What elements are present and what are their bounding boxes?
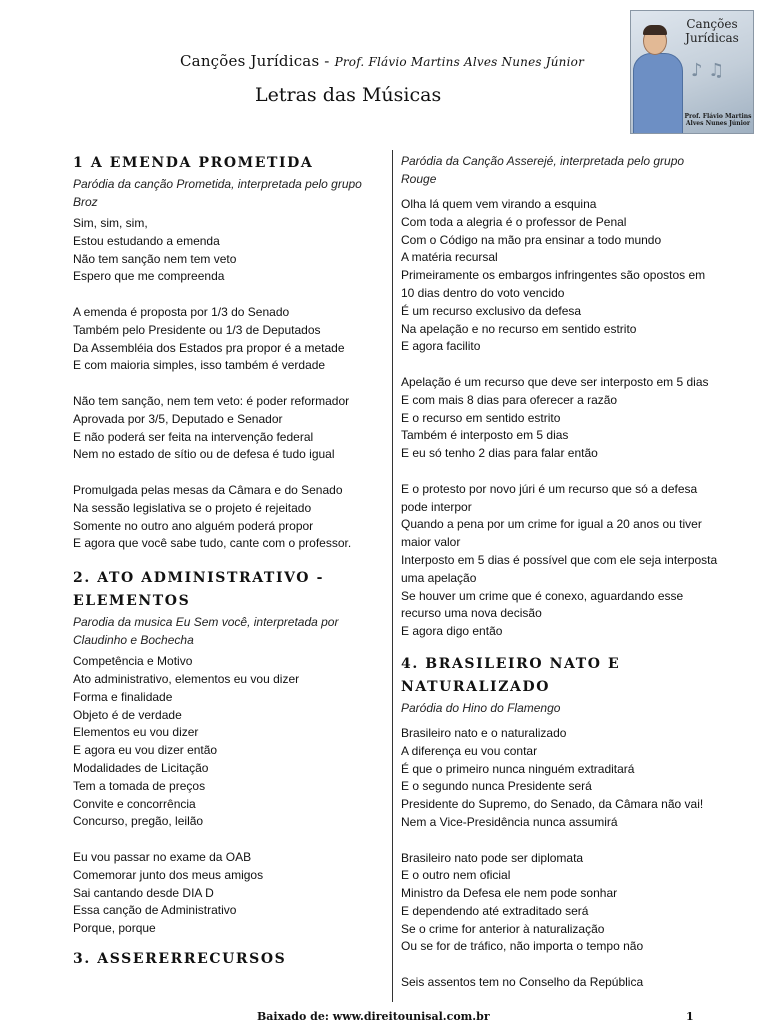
lyric-line: Ou se for de tráfico, não importa o tempo não — [401, 939, 644, 954]
lyric-line: Espero que me compreenda — [73, 269, 225, 284]
lyric-line: 10 dias dentro do voto vencido — [401, 285, 565, 300]
lyric-line: Brasileiro nato pode ser diplomata — [401, 850, 584, 865]
song-heading: 1 A EMENDA PROMETIDA — [73, 155, 314, 171]
song-lyrics — [73, 653, 385, 938]
lyric-line: Com o Código na mão pra ensinar a todo mundo — [401, 232, 662, 247]
lyric-line: Interposto em 5 dias é possível que com ele seja interposta — [401, 552, 718, 567]
lyric-line: E agora eu vou dizer então — [73, 743, 218, 758]
lyric-line: E agora facilito — [401, 339, 481, 354]
song-heading: 4. BRASILEIRO NATO E NATURALIZADO — [401, 655, 621, 695]
lyric-line: Objeto é de verdade — [73, 707, 182, 722]
page-footer — [0, 1010, 768, 1024]
page-header — [0, 0, 768, 140]
song-1 — [73, 152, 385, 553]
lyric-line: Porque, porque — [73, 921, 156, 936]
lyric-line: Promulgada pelas mesas da Câmara e do Senado — [73, 482, 343, 497]
song-subtitle: Paródia do Hino do Flamengo — [401, 700, 561, 715]
cover-person-hair — [643, 25, 667, 35]
cover-caption: Prof. Flávio Martins Alves Nunes Júnior — [684, 113, 752, 127]
lyric-line: E não poderá ser feita na intervenção federal — [73, 429, 314, 444]
stanza-break — [401, 356, 713, 374]
document-title: Canções Jurídicas - Prof. Flávio Martins Alves Nunes Júnior — [180, 52, 585, 70]
lyric-line: Seis assentos tem no Conselho da República — [401, 975, 644, 990]
lyric-line: Nem no estado de sítio ou de defesa é tudo igual — [73, 447, 335, 462]
lyric-line: Sai cantando desde DIA D — [73, 885, 214, 900]
lyric-line: Aprovada por 3/5, Deputado e Senador — [73, 411, 283, 426]
lyric-line: Também é interposto em 5 dias — [401, 428, 569, 443]
lyric-line: Sim, sim, sim, — [73, 216, 148, 230]
lyric-line: Apelação é um recurso que deve ser interposto em 5 dias — [401, 374, 709, 389]
lyric-line: pode interpor — [401, 499, 472, 514]
lyric-line: Com toda a alegria é o professor de Penal — [401, 214, 627, 229]
lyric-line: E com maioria simples, isso também é verdade — [73, 358, 326, 373]
lyric-line: maior valor — [401, 535, 461, 550]
song-3-continued — [401, 152, 718, 641]
stanza-break — [401, 463, 713, 481]
lyric-line: E agora que você sabe tudo, cante com o professor. — [73, 536, 352, 551]
lyric-line: Da Assembléia dos Estados pra propor é a metade — [73, 340, 345, 355]
lyric-line: Ato administrativo, elementos eu vou dizer — [73, 671, 300, 686]
cover-person-body — [633, 53, 683, 134]
lyric-line: Ministro da Defesa ele nem pode sonhar — [401, 886, 618, 901]
lyric-line: E eu só tenho 2 dias para falar então — [401, 446, 598, 461]
stanza-break — [73, 286, 385, 304]
lyric-line: Forma e finalidade — [73, 689, 173, 704]
album-cover-image — [630, 10, 754, 134]
lyric-line: Convite e concorrência — [73, 796, 196, 811]
song-heading: 3. ASSERERRECURSOS — [73, 950, 287, 967]
document-subtitle: Letras das Músicas — [255, 84, 442, 106]
song-lyrics — [73, 215, 385, 553]
lyric-line: Se o crime for anterior à naturalização — [401, 921, 605, 936]
lyric-line: Não tem sanção nem tem veto — [73, 251, 237, 266]
lyric-line: Nem a Vice-Presidência nunca assumirá — [401, 814, 618, 829]
lyric-line: É um recurso exclusivo da defesa — [401, 303, 582, 318]
column-divider — [392, 150, 393, 1002]
lyric-line: Também pelo Presidente ou 1/3 de Deputados — [73, 322, 321, 337]
stanza-break — [401, 832, 713, 850]
stanza-break — [73, 831, 385, 849]
lyric-line: recurso uma nova decisão — [401, 606, 542, 621]
lyric-line: E o segundo nunca Presidente será — [401, 779, 592, 794]
author-name: Prof. Flávio Martins Alves Nunes Júnior — [334, 55, 585, 69]
lyric-line: A diferença eu vou contar — [401, 743, 538, 758]
song-subtitle: Paródia da canção Prometida, interpretada pelo grupo Broz — [73, 177, 362, 209]
lyric-line: Brasileiro nato e o naturalizado — [401, 725, 567, 740]
song-3-heading-block — [73, 948, 385, 971]
lyric-line: uma apelação — [401, 570, 477, 585]
page-number: 1 — [686, 1010, 694, 1023]
song-subtitle: Parodia da musica Eu Sem você, interpretada por Claudinho e Bochecha — [73, 615, 339, 648]
stanza-break — [73, 375, 385, 393]
lyric-line: Comemorar junto dos meus amigos — [73, 867, 264, 882]
lyric-line: Concurso, pregão, leilão — [73, 814, 204, 829]
lyric-line: Elementos eu vou dizer — [73, 725, 199, 740]
lyric-line: É que o primeiro nunca ninguém extraditará — [401, 761, 635, 776]
lyric-line: Primeiramente os embargos infringentes são opostos em — [401, 268, 706, 283]
lyric-line: A emenda é proposta por 1/3 do Senado — [73, 304, 290, 319]
lyric-line: E o recurso em sentido estrito — [401, 410, 561, 425]
lyric-line: Estou estudando a emenda — [73, 233, 220, 248]
lyric-line: Na sessão legislativa se o projeto é rejeitado — [73, 500, 312, 515]
lyric-line: E dependendo até extraditado será — [401, 903, 589, 918]
cover-title: Canções Jurídicas — [685, 17, 739, 45]
lyric-line: Somente no outro ano alguém poderá propor — [73, 518, 314, 533]
lyric-line: E o outro nem oficial — [401, 868, 511, 883]
lyric-line: Na apelação e no recurso em sentido estrito — [401, 321, 637, 336]
right-column — [401, 152, 718, 992]
song-heading: 2. ATO ADMINISTRATIVO - ELEMENTOS — [73, 570, 324, 610]
lyric-line: Olha lá quem vem virando a esquina — [401, 197, 597, 211]
stanza-break — [401, 956, 713, 974]
song-2 — [73, 567, 385, 938]
lyric-line: Essa canção de Administrativo — [73, 903, 237, 918]
lyric-line: Não tem sanção, nem tem veto: é poder reformador — [73, 393, 350, 408]
lyric-line: Eu vou passar no exame da OAB — [73, 849, 252, 864]
lyric-line: E com mais 8 dias para oferecer a razão — [401, 392, 618, 407]
collection-title: Canções Jurídicas — [180, 52, 320, 70]
song-lyrics — [401, 725, 713, 992]
song-4 — [401, 653, 713, 992]
lyric-line: Presidente do Supremo, do Senado, da Câmara não vai! — [401, 797, 704, 812]
lyric-line: E agora digo então — [401, 624, 503, 639]
song-lyrics — [401, 196, 718, 641]
lyric-line: Se houver um crime que é conexo, aguardando esse — [401, 588, 684, 603]
stanza-break — [73, 464, 385, 482]
download-source: Baixado de: www.direitounisal.com.br — [257, 1010, 490, 1023]
lyric-line: Modalidades de Licitação — [73, 760, 209, 775]
left-column — [73, 152, 385, 971]
song-subtitle: Paródia da Canção Asserejé, interpretada pelo grupo Rouge — [401, 154, 685, 186]
lyric-line: Competência e Motivo — [73, 654, 193, 669]
lyric-line: Tem a tomada de preços — [73, 778, 206, 793]
music-notes-icon: ♪ ♫ — [691, 60, 725, 81]
lyric-line: Quando a pena por um crime for igual a 20 anos ou tiver — [401, 517, 702, 532]
lyric-line: A matéria recursal — [401, 250, 498, 265]
lyric-line: E o protesto por novo júri é um recurso que só a defesa — [401, 481, 698, 496]
